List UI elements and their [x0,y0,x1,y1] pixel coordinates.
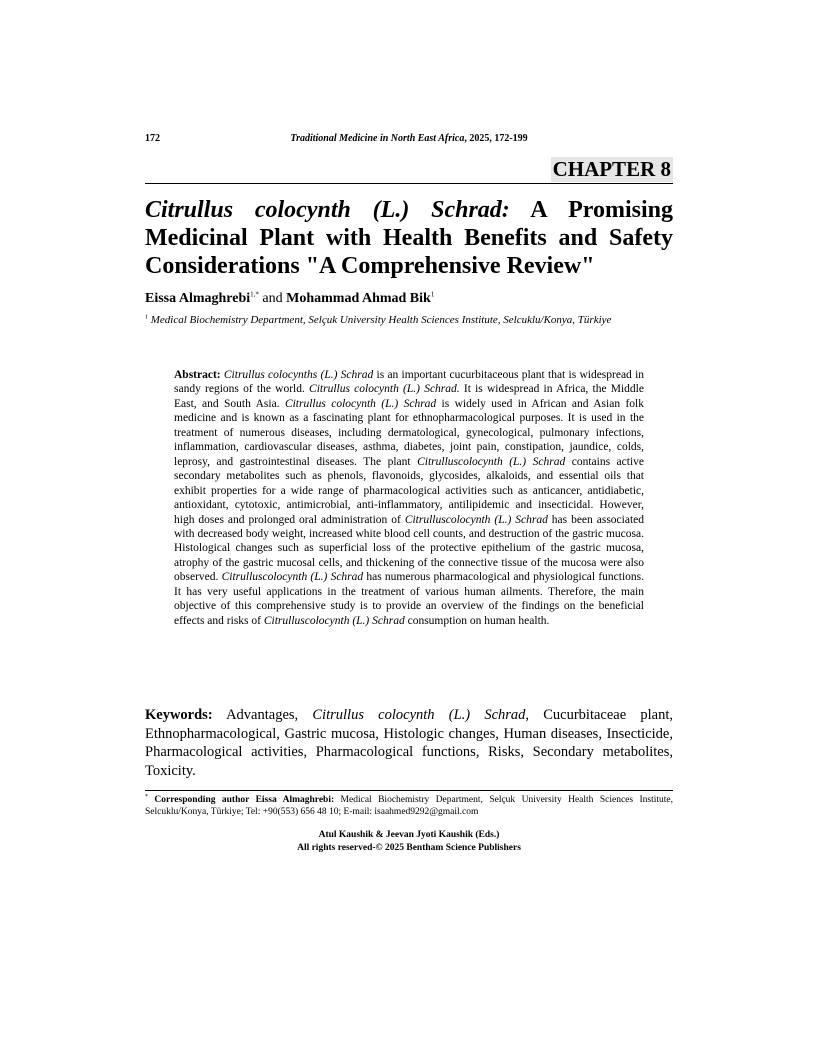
journal-details: , 2025, 172-199 [464,133,528,144]
running-header [145,133,673,147]
keywords-text: Advantages, [212,707,313,723]
abstract-species-name: Citrullus colocynth (L.) Schrad [284,397,437,410]
keywords-text: , Cucurbitaceae plant, Ethnopharmacological, Gastric mucosa, Histologic changes, Human diseases, Insecticide, Pharmacological activities, Pharmacological functions, Risks, Secondary metabolites, Toxicity. [145,707,673,779]
abstract-label: Abstract: [174,369,221,381]
affiliation [145,313,673,328]
abstract-text: has been associated with decreased body weight, increased white blood cell counts, and destruction of the gastric mucosa. Histological changes such as superficial loss of the protective epithelium of the gastric mucosa, atrophy of the gastric mucosal cells, and thickening of the connective tissue of the mucosa were also observed. [174,513,644,584]
author-1-marks: 1,* [250,290,259,299]
abstract-text: It is widespread in Africa, the Middle East, and South Asia. [174,383,644,410]
journal-citation [145,133,673,144]
author-list [145,290,673,307]
abstract-text: is widely used in African and Asian folk medicine and is known as a fascinating plant for ethnopharmacological purposes. It is used in the treatment of numerous diseases, including dermatological, gynecological, pulmonary infections, inflammation, cardiovascular diseases, asthma, diabetes, joint pain, constipation, jaundice, colds, leprosy, and gastrointestinal diseases. The plant [174,397,644,468]
title-scientific-name: Citrullus colocynth (L.) Schrad: [145,197,510,223]
affiliation-text: Medical Biochemistry Department, Selçuk University Health Sciences Institute, Selcuklu/Konya, Türkiye [148,314,612,326]
footnote-text: Medical Biochemistry Department, Selçuk University Health Sciences Institute, Selcuklu/Konya, Türkiye; Tel: +90(553) 656 48 10; E-mail: isaahmed9292@gmail.com [145,795,674,817]
keywords-label: Keywords: [145,707,213,723]
abstract-species-name: Citrulluscolocynth (L.) Schrad [404,513,548,526]
abstract-species-name: Citrulluscolocynth (L.) Schrad [263,614,405,627]
abstract-species-name: Citrullus colocynths (L.) Schrad [223,369,374,381]
editors-line: Atul Kaushik & Jeevan Jyoti Kaushik (Eds.) [318,830,500,840]
abstract-species-name: Citrullus colocynth (L.) Schrad. [309,383,460,396]
author-2: Mohammad Ahmad Bik [286,291,431,306]
affiliation-mark: 1 [145,314,148,321]
keyword-species-name: Citrullus colocynth (L.) Schrad [312,707,526,723]
abstract-text: consumption on human health. [404,614,550,627]
abstract-species-name: Citrulluscolocynth (L.) Schrad [221,571,364,584]
journal-name: Traditional Medicine in North East Africa [290,133,465,144]
footnote-divider [145,790,673,791]
chapter-banner [145,157,673,184]
chapter-label: CHAPTER 8 [552,157,671,181]
author-1: Eissa Almaghrebi [145,291,251,306]
footnote-label: Corresponding author Eissa Almaghrebi: [148,795,335,805]
corresponding-author-footnote [145,794,673,818]
title-rest: A Promising Medicinal Plant with Health Benefits and Safety Considerations "A Comprehensive Review" [145,197,673,279]
footnote-mark: * [145,793,148,800]
page-number: 172 [145,133,160,144]
author-connector: and [258,291,287,306]
abstract-text: has numerous pharmacological and physiological functions. It has very useful applications in the treatment of various human ailments. Therefore, the main objective of this comprehensive study is to provide an overview of the findings on the beneficial effects and risks of [174,571,644,627]
paper-title [145,196,673,280]
author-2-marks: 1 [430,290,435,299]
abstract-text: contains active secondary metabolites such as phenols, flavonoids, glycosides, alkaloids, and essential oils that exhibit properties for a wide range of pharmacological activities such as anticancer, antidiabetic, antioxidant, cytotoxic, antimicrobial, anti-inflammatory, antilipidemic and insecticidal. However, high doses and prolonged oral administration of [174,455,644,526]
rights-line: All rights reserved-© 2025 Bentham Science Publishers [297,843,521,853]
keywords [145,706,673,780]
abstract-text: is an important cucurbitaceous plant that is widespread in sandy regions of the world. [174,369,645,396]
abstract [174,368,644,628]
abstract-species-name: Citrulluscolocynth (L.) Schrad [417,455,566,468]
